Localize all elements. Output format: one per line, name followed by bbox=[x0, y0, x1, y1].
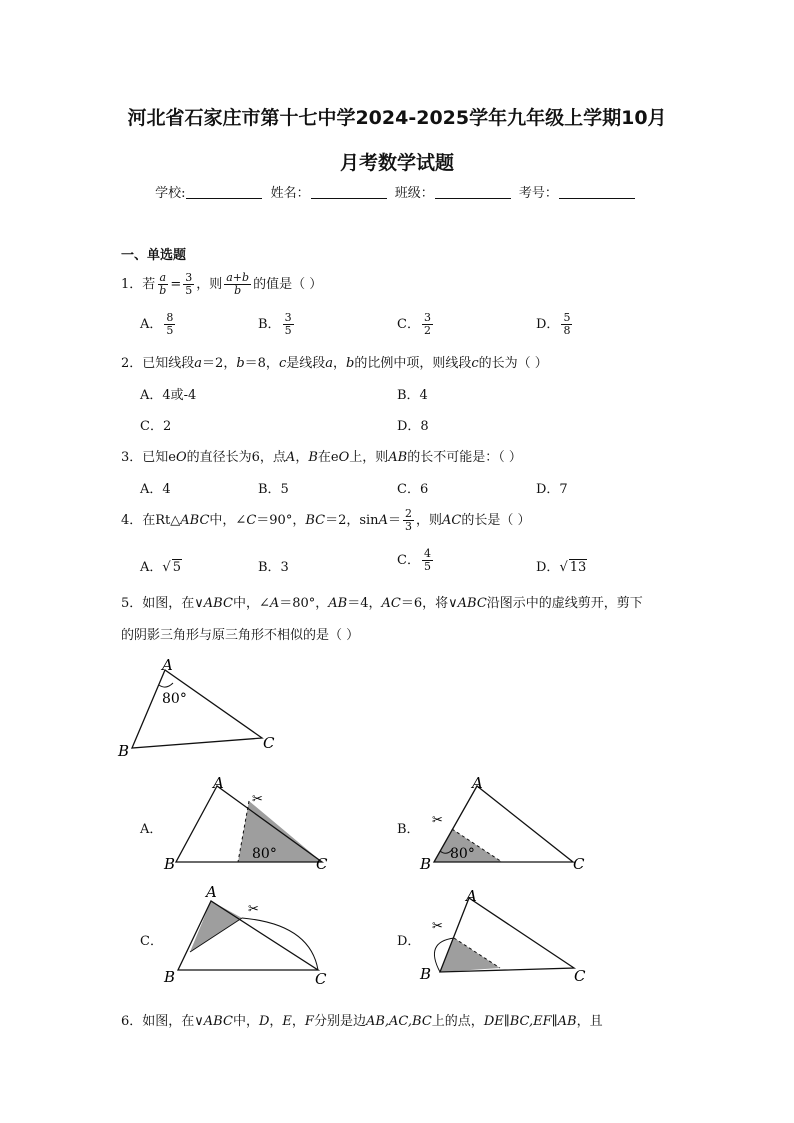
q1-option-c[interactable]: C． $\frac{3}{2}$ bbox=[397, 311, 431, 337]
label-c: C bbox=[574, 967, 586, 985]
question-5-line-2: 的阴影三角形与原三角形不相似的是（ ） bbox=[121, 628, 360, 643]
exam-no-label: 考号： bbox=[518, 186, 558, 201]
label-a: A bbox=[206, 883, 217, 901]
shaded-triangle bbox=[190, 901, 242, 952]
fraction-apb-over-b: $\frac{a+b}{b}$ bbox=[226, 271, 250, 297]
label-b: B bbox=[420, 965, 432, 983]
label-a: A bbox=[472, 774, 483, 792]
question-2: 2．已知线段a＝2，b＝8，c是线段a，b的比例中项，则线段c的长为（ ） bbox=[121, 356, 548, 371]
scissors-icon: ✂ bbox=[252, 792, 263, 807]
q3-option-c[interactable]: C．6 bbox=[397, 482, 429, 497]
fraction-3-over-5: $\frac{3}{5}$ bbox=[185, 271, 193, 297]
label-b: B bbox=[164, 855, 176, 873]
q1-option-a[interactable]: A． $\frac{8}{5}$ bbox=[140, 311, 174, 337]
angle-arc bbox=[159, 683, 173, 687]
q2-option-b[interactable]: B．4 bbox=[397, 388, 428, 403]
angle-label: 80° bbox=[450, 846, 475, 862]
shaded-triangle bbox=[440, 938, 500, 972]
question-4: 4．在Rt△ABC中，∠C＝90°，BC＝2，sinA＝ $\frac{2}{3}$ ，则AC的长是（ ） bbox=[121, 507, 531, 533]
exam-no-blank[interactable] bbox=[559, 186, 635, 199]
question-6: 6．如图，在∨ABC中，D，E，F分别是边AB,AC,BC上的点，DE∥BC,EF∥AB，且 bbox=[121, 1014, 603, 1029]
section-heading: 一、单选题 bbox=[121, 248, 187, 263]
class-label: 班级： bbox=[394, 186, 434, 201]
question-5: 5．如图，在∨ABC中，∠A＝80°，AB＝4，AC＝6，将∨ABC沿图示中的虚线剪开，剪下 bbox=[121, 596, 643, 611]
scissors-icon: ✂ bbox=[432, 919, 443, 934]
q2-option-a[interactable]: A．4或-4 bbox=[140, 388, 197, 403]
q5-main-triangle-figure bbox=[110, 652, 290, 762]
q4-option-b[interactable]: B．3 bbox=[258, 560, 289, 575]
label-b: B bbox=[164, 968, 176, 986]
title-line-2: 月考数学试题 bbox=[339, 152, 454, 174]
q5-option-c-figure[interactable] bbox=[160, 880, 340, 988]
q5-option-a-label[interactable]: A． bbox=[140, 822, 163, 837]
name-blank[interactable] bbox=[311, 186, 387, 199]
q4-option-a[interactable]: A．√ 5 bbox=[140, 560, 181, 575]
q3-option-d[interactable]: D．7 bbox=[536, 482, 568, 497]
q5-option-c-label[interactable]: C． bbox=[140, 934, 163, 949]
student-info bbox=[0, 182, 794, 201]
fraction-2-over-3: $\frac{2}{3}$ bbox=[404, 507, 412, 533]
q4-option-d[interactable]: D．√ 13 bbox=[536, 560, 587, 575]
school-blank[interactable] bbox=[186, 186, 262, 199]
fraction-a-over-b: $\frac{a}{b}$ bbox=[159, 271, 167, 297]
q1-option-d[interactable]: D． $\frac{5}{8}$ bbox=[536, 311, 571, 337]
class-blank[interactable] bbox=[435, 186, 511, 199]
q2-option-c[interactable]: C．2 bbox=[140, 419, 172, 434]
angle-label: 80° bbox=[252, 846, 277, 862]
q2-option-d[interactable]: D．8 bbox=[397, 419, 429, 434]
label-a: A bbox=[213, 774, 224, 792]
label-a: A bbox=[162, 656, 173, 674]
school-label: 学校: bbox=[155, 186, 186, 201]
title-line-1: 河北省石家庄市第十七中学2024-2025学年九年级上学期10月 bbox=[127, 107, 667, 129]
q1-option-b[interactable]: B． $\frac{3}{5}$ bbox=[258, 311, 292, 337]
q5-option-a-figure[interactable] bbox=[160, 772, 340, 876]
label-c: C bbox=[315, 970, 327, 988]
label-a: A bbox=[466, 887, 477, 905]
label-b: B bbox=[118, 742, 130, 760]
label-b: B bbox=[420, 855, 432, 873]
scissors-icon: ✂ bbox=[248, 902, 259, 917]
main-triangle bbox=[132, 670, 262, 748]
scissors-icon: ✂ bbox=[432, 813, 443, 828]
q5-option-b-figure[interactable] bbox=[416, 772, 596, 876]
label-c: C bbox=[316, 855, 328, 873]
q4-option-c[interactable]: C． $\frac{4}{5}$ bbox=[397, 547, 431, 573]
angle-label: 80° bbox=[162, 691, 187, 707]
name-label: 姓名： bbox=[270, 186, 310, 201]
q3-option-b[interactable]: B．5 bbox=[258, 482, 289, 497]
q5-option-b-label[interactable]: B． bbox=[397, 822, 420, 837]
question-1: 1．若 $\frac{a}{b}$ = $\frac{3}{5}$ ，则 $\frac{a+b}{b}$ 的值是（ ） bbox=[121, 271, 323, 297]
q5-option-d-label[interactable]: D． bbox=[397, 934, 421, 949]
q3-option-a[interactable]: A．4 bbox=[140, 482, 171, 497]
label-c: C bbox=[263, 734, 275, 752]
q5-option-d-figure[interactable] bbox=[416, 884, 596, 988]
question-3: 3．已知eO的直径长为6，点A，B在eO上，则AB的长不可能是：（ ） bbox=[121, 450, 522, 465]
label-c: C bbox=[573, 855, 585, 873]
